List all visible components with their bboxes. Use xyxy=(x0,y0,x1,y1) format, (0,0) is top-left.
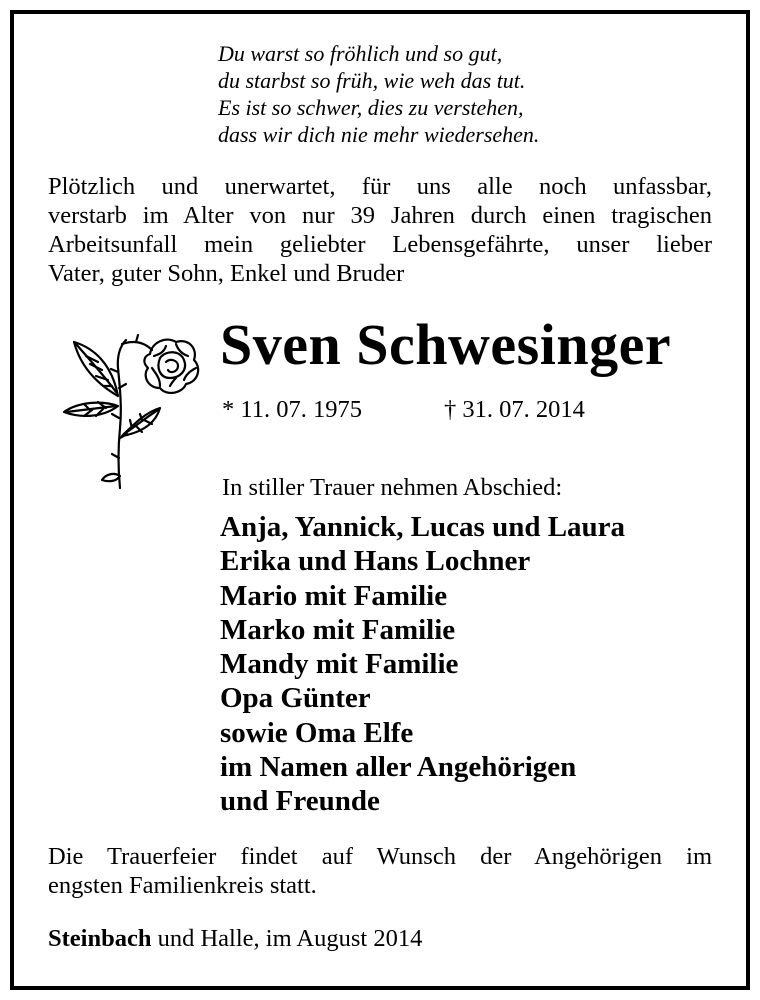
mourner-entry: Anja, Yannick, Lucas und Laura xyxy=(220,511,626,543)
intro-line: verstarb im Alter von nur 39 Jahren durch einen tragischen xyxy=(48,202,712,229)
mourner-entry: sowie Oma Elfe xyxy=(220,716,414,749)
mourner-entry: Mandy mit Familie xyxy=(220,648,459,681)
intro-line: Vater, guter Sohn, Enkel und Bruder xyxy=(48,260,405,287)
poem-line: dass wir dich nie mehr wiedersehen. xyxy=(218,122,540,147)
intro-text xyxy=(48,172,712,288)
place-rest: und Halle, im August 2014 xyxy=(151,925,423,952)
poem-line: Es ist so schwer, dies zu verstehen, xyxy=(218,95,524,120)
mourner-entry: und Freunde xyxy=(220,785,380,818)
death-date: † 31. 07. 2014 xyxy=(444,396,585,423)
poem-line: du starbst so früh, wie weh das tut. xyxy=(218,68,526,93)
intro-line: Plötzlich und unerwartet, für uns alle noch unfassbar, xyxy=(48,173,712,200)
mourner-entry: im Namen aller Angehörigen xyxy=(220,751,577,784)
mourners-list xyxy=(220,510,625,819)
ceremony-text xyxy=(48,842,712,900)
poem xyxy=(218,40,539,148)
poem-line: Du warst so fröhlich und so gut, xyxy=(218,41,503,66)
ceremony-line: Die Trauerfeier findet auf Wunsch der Angehörigen im xyxy=(48,843,712,870)
mourners-intro: In stiller Trauer nehmen Abschied: xyxy=(222,474,563,501)
birth-date: * 11. 07. 1975 xyxy=(222,396,362,423)
ceremony-line: engsten Familienkreis statt. xyxy=(48,872,317,899)
place-town: Steinbach xyxy=(48,925,152,952)
mourner-entry: Opa Günter xyxy=(220,682,371,715)
intro-line: Arbeitsunfall mein geliebter Lebensgefährte, unser lieber xyxy=(48,231,712,258)
life-dates xyxy=(222,396,585,424)
deceased-name: Sven Schwesinger xyxy=(220,312,672,377)
mourner-entry: Marko mit Familie xyxy=(220,613,456,646)
mourner-entry: Mario mit Familie xyxy=(220,579,448,612)
place-and-date xyxy=(48,924,422,953)
rose-icon xyxy=(56,328,206,496)
mourner-entry: Erika und Hans Lochner xyxy=(220,545,531,578)
